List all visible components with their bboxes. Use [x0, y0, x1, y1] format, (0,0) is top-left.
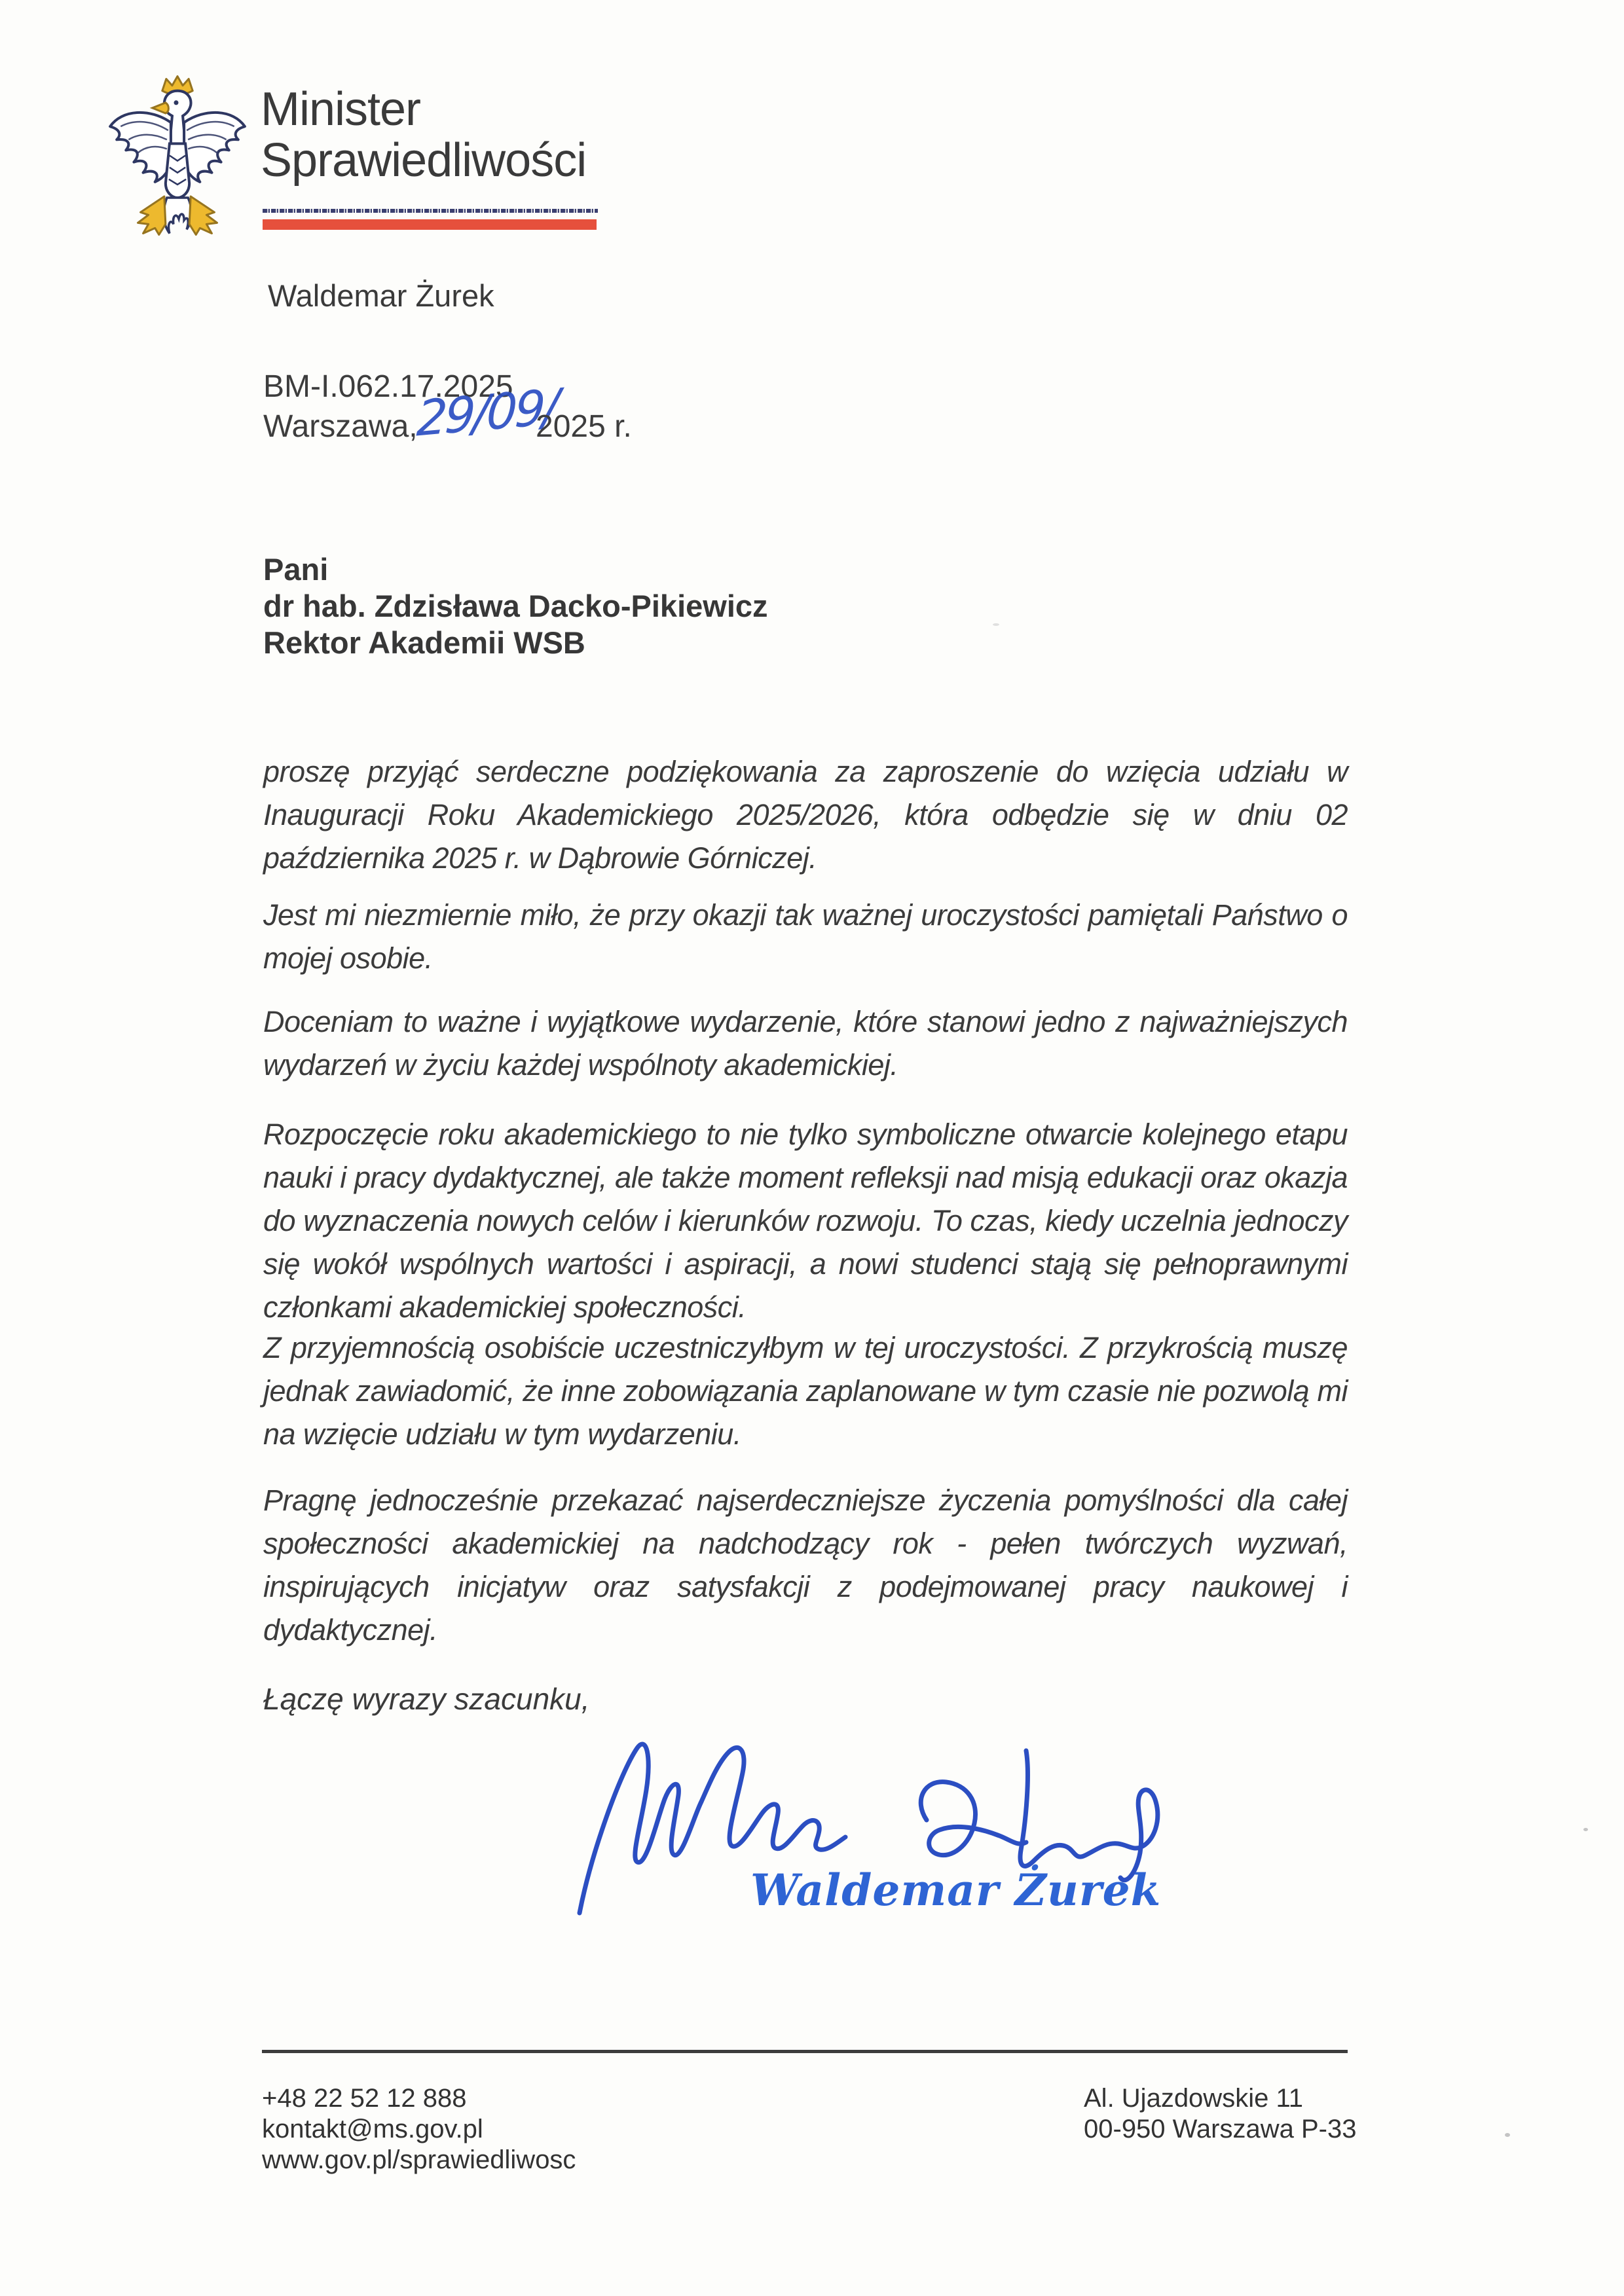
closing-line: Łączę wyrazy szacunku,: [263, 1682, 590, 1716]
ministry-title-line2: Sprawiedliwości: [261, 134, 587, 187]
footer-phone: +48 22 52 12 888: [262, 2084, 467, 2113]
body-paragraph: Jest mi niezmiernie miło, że przy okazji tak ważnej uroczystości pamiętali Państwo o mojej osobie.: [263, 898, 1348, 975]
ministry-title-line1: Minister: [261, 83, 421, 136]
footer-contact-block: [262, 2083, 576, 2176]
recipient-block: [263, 551, 768, 661]
place-label: Warszawa,: [263, 409, 418, 444]
body-paragraph: proszę przyjąć serdeczne podziękowania za zaproszenie do wzięcia udziału w Inauguracji Roku Akademickiego 2025/2026, która odbędzie się w dniu 02 października 2025 r. w Dąbrowie Górniczej.: [263, 755, 1348, 875]
letterhead-navy-rule: [263, 209, 598, 213]
body-paragraph: Pragnę jednocześnie przekazać najserdeczniejsze życzenia pomyślności dla całej społeczności akademickiej na nadchodzący rok - pełen twórczych wyzwań, inspirujących inicjatyw oraz satysfakcji z podejmowanej pracy naukowej i dydaktycznej.: [263, 1484, 1348, 1647]
footer-address-block: [1084, 2083, 1356, 2145]
recipient-name: dr hab. Zdzisława Dacko-Pikiewicz: [263, 589, 768, 623]
date-year: 2025 r.: [536, 409, 632, 444]
letterhead-red-rule: [263, 219, 597, 230]
recipient-salutation: Pani: [263, 552, 329, 587]
footer-rule: [262, 2050, 1348, 2053]
signature-typed-name: Waldemar Żurek: [750, 1865, 1162, 1916]
footer-website: www.gov.pl/sprawiedliwosc: [262, 2145, 576, 2174]
footer-address-line1: Al. Ujazdowskie 11: [1084, 2084, 1303, 2113]
body-paragraph: Doceniam to ważne i wyjątkowe wydarzenie, które stanowi jedno z najważniejszych wydarzeń w życiu każdej wspólnoty akademickiej.: [263, 1005, 1348, 1082]
footer-email: kontakt@ms.gov.pl: [262, 2115, 483, 2143]
body-paragraph: Z przyjemnością osobiście uczestniczyłbym w tej uroczystości. Z przykrością muszę jednak zawiadomić, że inne zobowiązania zaplanowane w tym czasie nie pozwolą mi na wzięcie udziału w tym wydarzeniu.: [263, 1331, 1348, 1451]
ministry-title: [261, 84, 586, 187]
body-paragraph: Rozpoczęcie roku akademickiego to nie tylko symboliczne otwarcie kolejnego etapu nauki i pracy dydaktycznej, ale także moment refleksji nad misją edukacji oraz okazja do wyznaczenia nowych celów i kierunków rozwoju. To czas, kiedy uczelnia jednoczy się wokół wspólnych wartości i aspiracji, a nowi studenci stają się pełnoprawnymi członkami akademickiej społeczności.: [263, 1118, 1348, 1324]
scan-speck: [1505, 2133, 1510, 2137]
footer-address-line2: 00-950 Warszawa P-33: [1084, 2115, 1357, 2143]
reference-number: BM-I.062.17.2025: [263, 369, 513, 404]
minister-name: Waldemar Żurek: [268, 278, 494, 313]
scan-speck: [1583, 1828, 1588, 1831]
recipient-title: Rektor Akademii WSB: [263, 625, 585, 660]
handwritten-date: 29/09/: [415, 378, 559, 448]
scan-speck: [993, 623, 999, 626]
polish-eagle-emblem-icon: [98, 71, 257, 240]
